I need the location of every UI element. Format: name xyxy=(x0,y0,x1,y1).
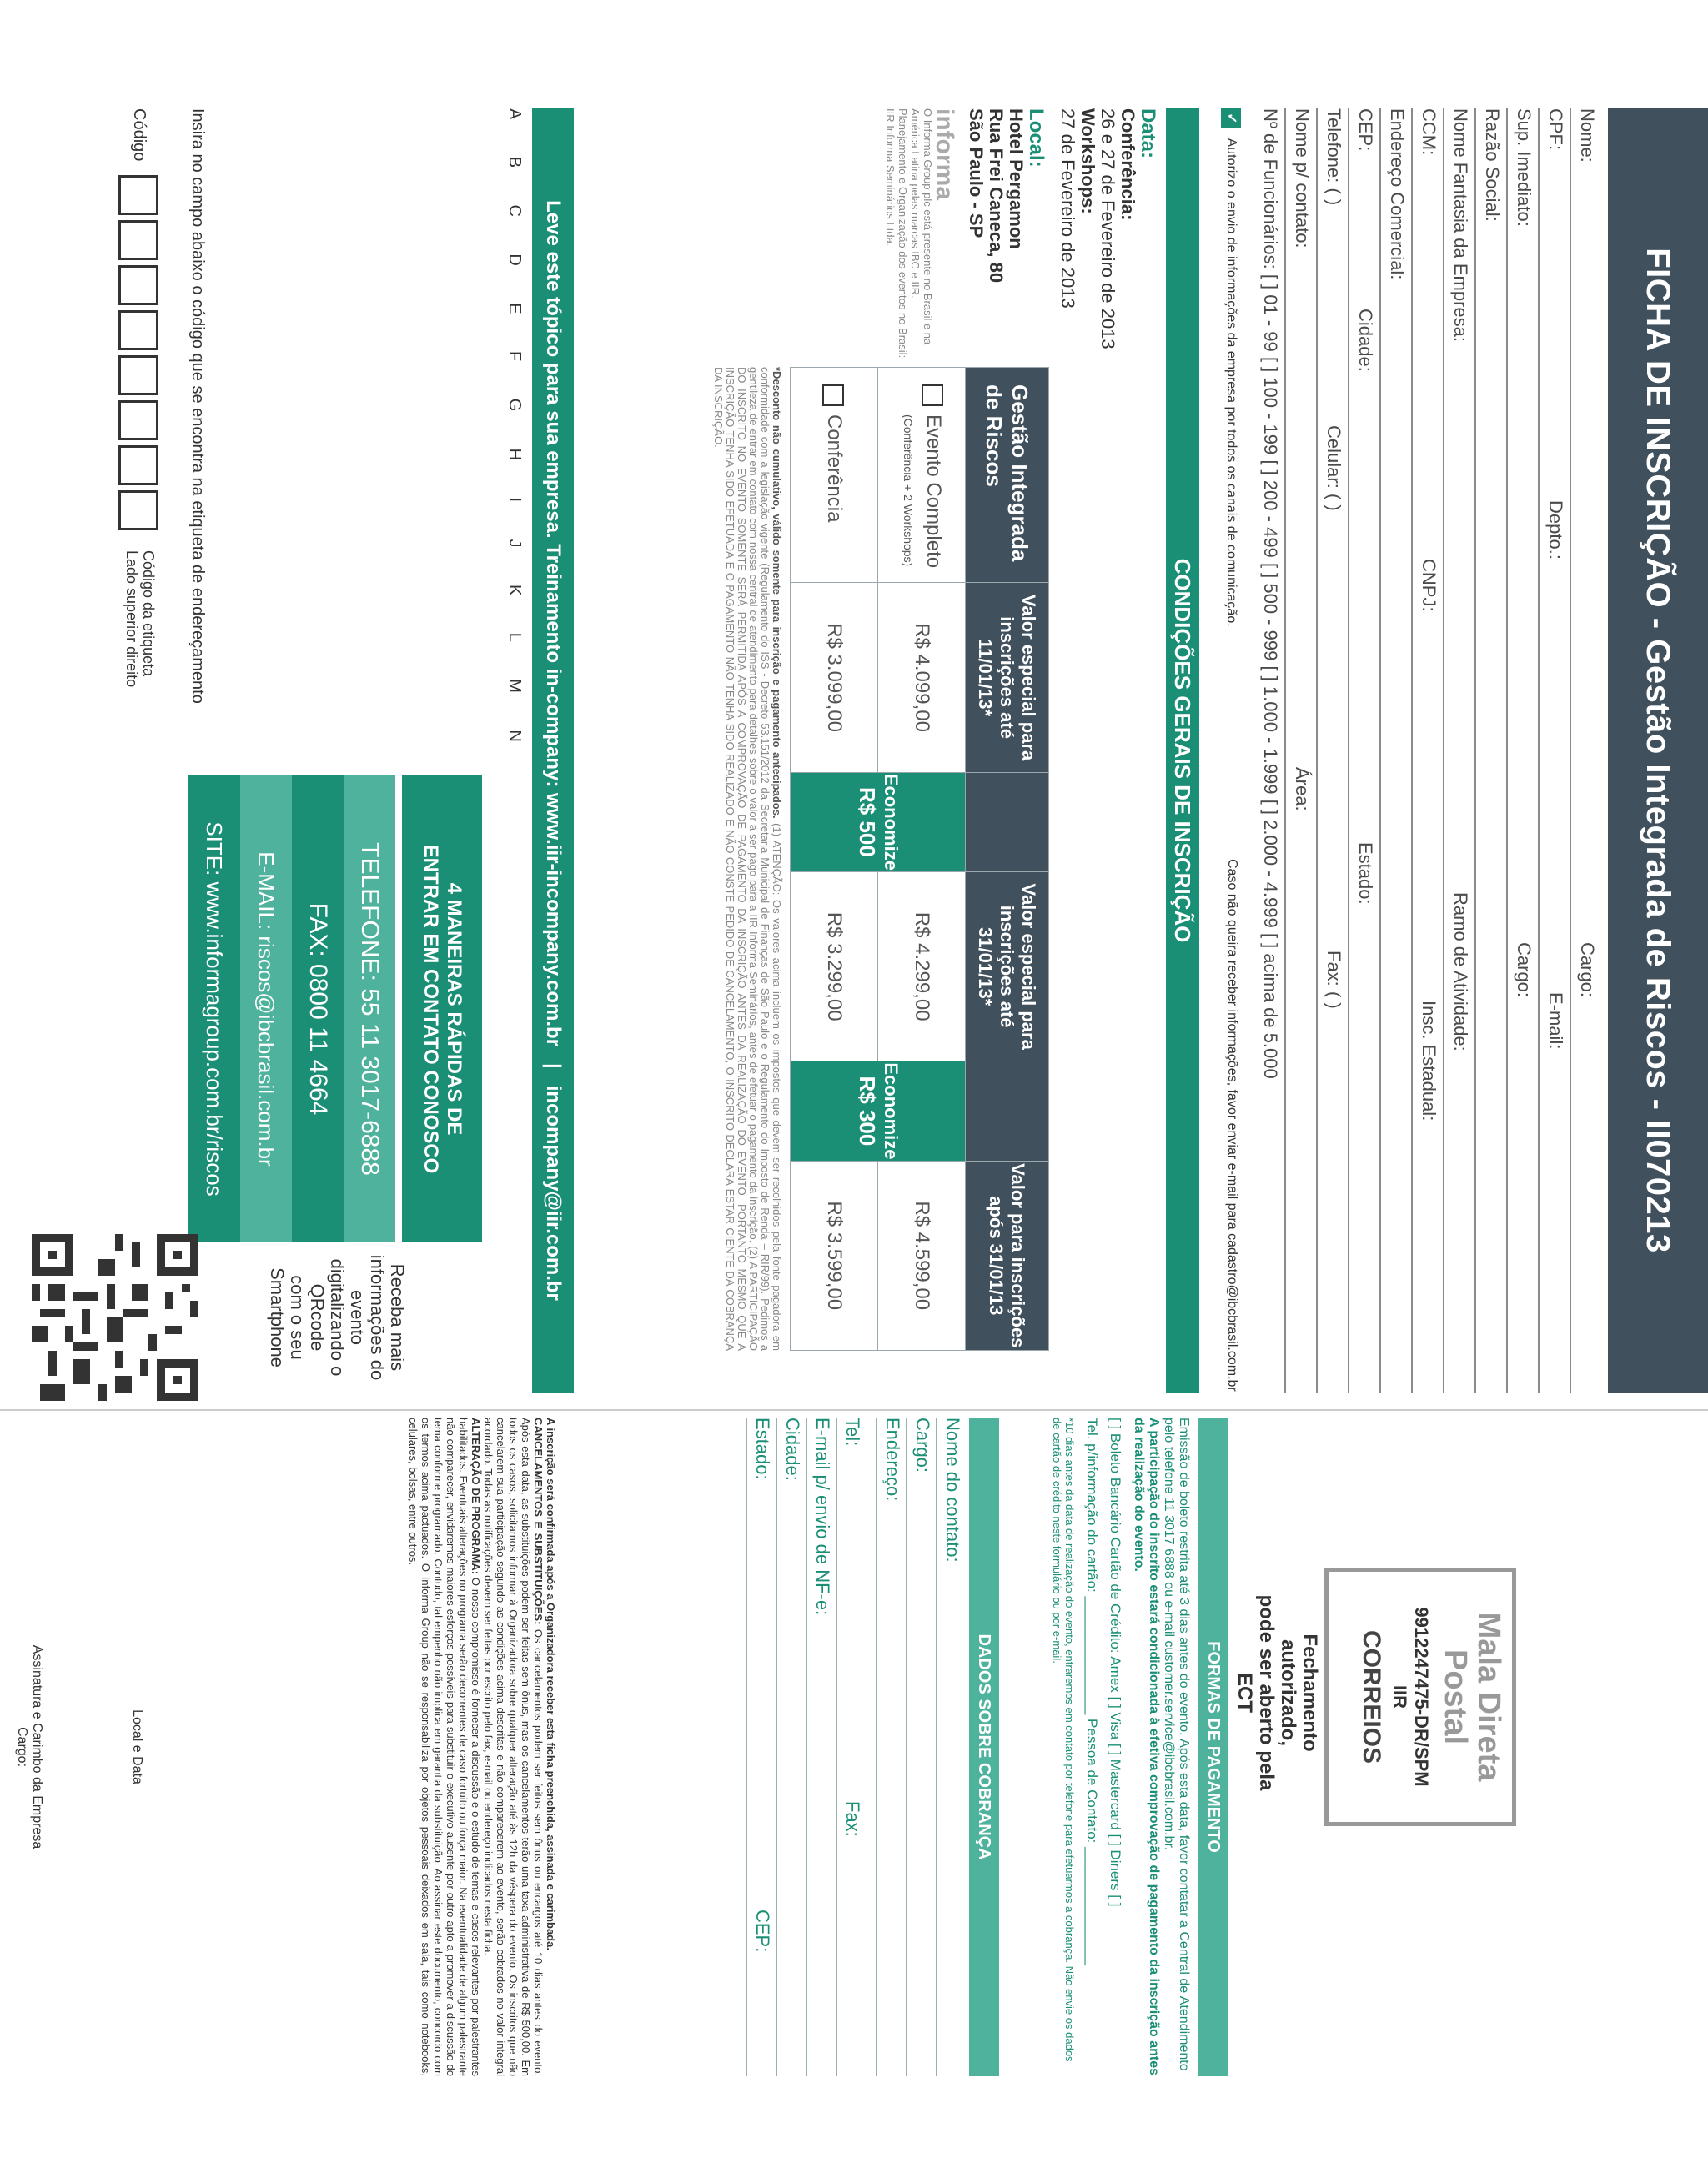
sup-label: Sup. Imediato: xyxy=(1514,108,1535,227)
billing-nome-label: Nome do contato: xyxy=(942,1418,963,1563)
billing-email-field[interactable] xyxy=(806,1418,836,2076)
row2-checkbox[interactable] xyxy=(822,384,844,406)
cargo2-label: Cargo: xyxy=(1514,942,1535,998)
payment-tel[interactable]: Tel. p/informação do cartão: _______________ Pessoa de Contato: _______________ xyxy=(1084,1418,1100,1965)
col1-header: Valor especial para inscrições até 11/01/13* xyxy=(966,583,1049,772)
col3-header: Valor para inscrições após 31/01/13 xyxy=(966,1161,1049,1350)
data-label: Data: xyxy=(1137,108,1159,159)
local-data-label: Local e Data xyxy=(130,1709,144,1784)
code-instruction: Insira no campo abaixo o código que se encontra na etiqueta de endereçamento xyxy=(188,108,207,704)
row2-label: Conferência xyxy=(823,414,846,523)
field-row-cep[interactable] xyxy=(1348,108,1379,1393)
contact-title-1: 4 MANEIRAS RÁPIDAS DE xyxy=(443,882,465,1136)
disclaimer-text: (1) ATENÇÃO: Os valores acima incluem os impostos que devem ser recolhidos pela fonte pagadora em conformidade com a legislação vigente (Regulamento do ISS - Decreto 53.151/2012 da Secretaria Municipal de Finanças de São Paulo e o Regulamento do Imposto de Renda – RIR/99). Pedimos a gentileza de entrar em contato com nossa central de atendimento para detalhes sobre o valor a ser pago para a IIR Informa Seminários, antes de efetuar o pagamento da inscrição. (2) A PARTICIPAÇÃO DO INSCRITO NO EVENTO SOMENTE SERÁ PERMITIDA APÓS A COMPROVAÇÃO DE PAGAMENTO DA INSCRIÇÃO ANTES DA REALIZAÇÃO DO EVENTO. PORTANTO MESMO QUE A INSCRIÇÃO TENHA SIDO EFETUADA E O PAGAMENTO NÃO TENHA SIDO REALIZADO E NÃO CONSTE PEDIDO DE CANCELAMENTO, O INSCRITO DECLARA ESTAR CIENTE DA COBRANÇA DA INSCRIÇÃO. xyxy=(712,367,783,1351)
code-box[interactable] xyxy=(118,175,158,215)
informa-logo: informa xyxy=(931,108,958,201)
payment-block xyxy=(1051,1418,1191,2076)
mail-note-2: pode ser aberto pela ECT xyxy=(1233,1594,1278,1791)
conditions-header: CONDIÇÕES GERAIS DE INSCRIÇÃO xyxy=(1166,108,1199,1393)
estado-label: Estado: xyxy=(1355,842,1376,905)
code-box[interactable] xyxy=(118,490,158,530)
ccm-label: CCM: xyxy=(1419,108,1439,156)
ws-label: Workshops: xyxy=(1078,108,1098,214)
row1-checkbox[interactable] xyxy=(922,384,943,406)
signature-label xyxy=(14,1418,44,2076)
letter-a: A xyxy=(505,108,524,120)
billing-header: DADOS SOBRE COBRANÇA xyxy=(969,1418,999,2076)
cargo-label: Cargo: xyxy=(1577,942,1598,998)
signature-text: Assinatura e Carimbo da Empresa xyxy=(30,1644,44,1849)
letter-j: J xyxy=(505,539,524,548)
save2-label: Economize xyxy=(881,1062,902,1160)
letters-row xyxy=(490,108,524,742)
mail-code: 9912247475-DR/SPM xyxy=(1411,1607,1432,1787)
mail-note-1: Fechamento autorizado, xyxy=(1277,1634,1321,1752)
celular-label: Celular: ( ) xyxy=(1324,425,1344,511)
code-label: Código xyxy=(130,108,148,162)
code-note-2: Lado superior direito xyxy=(123,550,140,688)
letter-f: F xyxy=(505,351,524,362)
event-info xyxy=(884,108,1158,359)
field-row-sup[interactable] xyxy=(1506,108,1538,1393)
area-label: Área: xyxy=(1292,767,1313,811)
payment-bold: A participação do inscrito estará condicionada à efetiva comprovação de pagamento da inscrição antes da realização do evento. xyxy=(1132,1418,1161,2075)
row1-price-2: R$ 4.299,00 xyxy=(878,871,966,1061)
row2-price-3: R$ 3.599,00 xyxy=(791,1161,878,1350)
field-row-razao[interactable] xyxy=(1474,108,1506,1393)
insc-label: Insc. Estadual: xyxy=(1419,1001,1439,1122)
billing-cidade-label: Cidade: xyxy=(782,1418,803,1481)
code-box[interactable] xyxy=(118,310,158,350)
signature-line[interactable] xyxy=(48,1418,90,2076)
billing-estado-field[interactable] xyxy=(746,1418,776,2076)
checkbox-checked-icon[interactable]: ✓ xyxy=(1221,108,1241,128)
conf-dates: 26 e 27 de Fevereiro de 2013 xyxy=(1098,108,1118,349)
depto-label: Depto.: xyxy=(1545,500,1566,560)
field-row-telefone[interactable] xyxy=(1316,108,1348,1393)
letter-g: G xyxy=(505,398,524,412)
ws-date: 27 de Fevereiro de 2013 xyxy=(1057,108,1078,309)
billing-tel-field[interactable] xyxy=(836,1418,866,2076)
billing-cep-label: CEP: xyxy=(752,1910,773,1953)
qr-caption xyxy=(267,1234,407,1401)
qr-line-2: informações do evento xyxy=(347,1254,388,1381)
code-box[interactable] xyxy=(118,355,158,395)
billing-tel-label: Tel: xyxy=(842,1418,863,1447)
terms-cancel-title: CANCELAMENTOS E SUBSTITUIÇÕES: xyxy=(532,1418,545,1625)
code-box[interactable] xyxy=(118,445,158,485)
endereco-label: Endereço Comercial: xyxy=(1387,108,1408,280)
authorize-row xyxy=(1216,108,1241,1393)
field-row-endereco[interactable] xyxy=(1379,108,1411,1393)
letter-m: M xyxy=(505,679,524,693)
payment-text: Emissão de boleto restrita até 3 dias antes do evento. Após esta data, favor contatar a Central de Atendimento pelo telefone 11 3017 6888 ou e-mail customer.service@ibcbrasil.com.br. xyxy=(1162,1418,1191,2071)
nome-label: Nome: xyxy=(1577,108,1598,163)
field-row-contato[interactable] xyxy=(1284,108,1316,1393)
row1-sub: (Conferência + 2 Workshops) xyxy=(902,414,915,567)
billing-cidade-field[interactable] xyxy=(776,1418,806,2076)
letter-l: L xyxy=(505,632,524,642)
qr-line-1: Receba mais xyxy=(387,1263,408,1372)
billing-nome-field[interactable] xyxy=(936,1418,966,2076)
contact-site[interactable]: SITE: www.informagroup.com.br/riscos xyxy=(188,775,240,1242)
nome-contato-label: Nome p/ contato: xyxy=(1292,108,1313,248)
qr-line-4: com o seu Smartphone xyxy=(267,1267,308,1368)
letter-e: E xyxy=(505,303,524,314)
letter-i: I xyxy=(505,497,524,503)
row1-price-1: R$ 4.099,00 xyxy=(878,583,966,772)
qr-line-3: digitalizando o QRcode xyxy=(307,1258,348,1377)
terms-change: O nosso compromisso é fornecer a discussão e o estudo de temas e casos relevantes por palestrantes habilitados. Eventuais alterações no programa serão decorrentes de caso fortuito ou força maior. Na eventualidade de algum palestrante não comparecer, envidaremos maiores esforços possíveis para substituir o executivo ausente por outro apto a promover a discussão do tema conforme programado. Contudo, tal empenho não implica em garantia da substituição. Ao assinar este documento, concordo com os termos acima pactuados. O Informa Group não se responsabiliza por objetos pessoais deixados em sala, tais como notebooks, celulares, bolsas, entre outros. xyxy=(407,1418,482,2076)
field-row-cpf[interactable] xyxy=(1538,108,1570,1393)
save2-cell xyxy=(791,1061,966,1161)
letter-d: D xyxy=(505,253,524,266)
mail-title-1: Mala Direta xyxy=(1471,1612,1506,1782)
fold-line xyxy=(0,1409,1708,1411)
letter-n: N xyxy=(505,730,524,742)
razao-label: Razão Social: xyxy=(1482,108,1503,222)
row2-price-2: R$ 3.299,00 xyxy=(791,871,878,1061)
correios-logo: CORREIOS xyxy=(1358,1629,1385,1764)
code-input[interactable] xyxy=(114,175,158,535)
qr-code-icon[interactable] xyxy=(32,1234,198,1401)
billing-cargo-label: Cargo: xyxy=(912,1418,933,1473)
row2-label-cell[interactable] xyxy=(791,368,878,583)
payment-note: *10 dias antes da data de realização do evento, entraremos em contato por telefone para efetuarmos a cobrança. Não envie os dados de cartão de crédito neste formulário ou por e-mail. xyxy=(1051,1418,1076,2062)
field-row-ccm[interactable] xyxy=(1411,108,1443,1393)
billing-fax-label: Fax: xyxy=(842,1801,863,1837)
local-line-3: São Paulo - SP xyxy=(966,108,987,238)
mail-company: IIR xyxy=(1389,1684,1410,1709)
letter-c: C xyxy=(505,204,524,217)
code-note-1: Código da etiqueta xyxy=(140,550,157,677)
billing-endereco-label: Endereço: xyxy=(882,1418,903,1502)
funcionarios-label: Nº de Funcionários: [ ] 01 - 99 [ ] 100 - 199 [ ] 200 - 499 [ ] 500 - 999 [ ] 1.000 - 1.999 [ ] 2.000 - 4.999 [ ] acima de 5.000 xyxy=(1260,108,1281,1079)
telefone-label: Telefone: ( ) xyxy=(1324,108,1344,206)
billing-endereco-field[interactable] xyxy=(876,1418,906,2076)
letter-b: B xyxy=(505,156,524,168)
contact-header xyxy=(402,775,482,1242)
row1-label: Evento Completo xyxy=(922,414,945,569)
row2-price-1: R$ 3.099,00 xyxy=(791,583,878,772)
mail-title-2: Postal xyxy=(1438,1649,1473,1745)
form-title: FICHA DE INSCRIÇÃO - Gestão Integrada de Riscos - II070213 xyxy=(1608,108,1708,1393)
local-label: Local: xyxy=(1025,108,1047,168)
local-data-line[interactable] xyxy=(148,1418,207,2076)
fantasia-label: Nome Fantasia da Empresa: xyxy=(1450,108,1471,343)
authorize-text: Autorizo o envio de informações da empresa por todos os canais de comunicação. xyxy=(1224,138,1238,627)
contact-fax[interactable]: FAX: 0800 11 4664 xyxy=(292,775,344,1242)
price-table xyxy=(790,367,1049,1351)
terms-intro: A inscrição será confirmada após a Organizadora receber esta ficha preenchida, assinada e carimbada. xyxy=(545,1418,557,1950)
col-spacer-2 xyxy=(966,1061,1049,1161)
email-label: E-mail: xyxy=(1545,992,1566,1050)
col-spacer-1 xyxy=(966,772,1049,871)
billing-email-label: E-mail p/ envio de NF-e: xyxy=(812,1418,833,1616)
cep-label: CEP: xyxy=(1355,108,1376,152)
cnpj-label: CNPJ: xyxy=(1419,559,1439,612)
letter-k: K xyxy=(505,584,524,596)
terms-change-title: ALTERAÇÃO DE PROGRAMA: xyxy=(470,1418,482,1575)
payment-options[interactable]: [ ] Boleto Bancário Cartão de Crédito: Amex [ ] Visa [ ] Mastercard [ ] Diners [ ] xyxy=(1108,1418,1123,1907)
save1-cell xyxy=(791,772,966,871)
cpf-label: CPF: xyxy=(1545,108,1566,151)
save1-value: R$ 500 xyxy=(855,786,880,857)
field-row-fantasia[interactable] xyxy=(1443,108,1474,1393)
incompany-banner: Leve este tópico para sua empresa. Treinamento in-company: www.iir-incompany.com.br | incompany@iir.com.br xyxy=(532,108,574,1393)
col2-header: Valor especial para inscrições até 31/01/13* xyxy=(966,871,1049,1061)
row1-price-3: R$ 4.599,00 xyxy=(878,1161,966,1350)
cidade-label: Cidade: xyxy=(1355,309,1376,372)
code-note xyxy=(123,550,157,687)
terms-block xyxy=(407,1418,557,2076)
contact-phone[interactable]: TELEFONE: 55 11 3017-6888 xyxy=(344,775,395,1242)
conf-label: Conferência: xyxy=(1118,108,1138,221)
contact-email[interactable]: E-MAIL: riscos@ibcbrasil.com.br xyxy=(240,775,292,1242)
local-line-2: Rua Frei Caneca, 80 xyxy=(986,108,1007,284)
letter-h: H xyxy=(505,448,524,461)
product-name: Gestão Integrada de Riscos xyxy=(966,368,1049,583)
save2-value: R$ 300 xyxy=(855,1076,880,1147)
fax-label: Fax: ( ) xyxy=(1324,951,1344,1009)
field-row-funcionarios[interactable] xyxy=(1254,108,1284,1393)
contact-title-2: ENTRAR EM CONTATO CONOSCO xyxy=(419,844,442,1174)
mail-note xyxy=(1233,1584,1320,1801)
billing-estado-label: Estado: xyxy=(752,1418,773,1480)
disclaimer-bold: *Desconto não cumulativo, válido somente para inscrição e pagamento antecipados. xyxy=(771,367,783,819)
save1-label: Economize xyxy=(881,773,902,871)
authorize-note: Caso não queira receber informações, favor enviar e-mail para cadastro@ibcbrasil.com.br xyxy=(1225,859,1239,1392)
billing-cargo-field[interactable] xyxy=(906,1418,936,2076)
terms-cancel: Os cancelamentos podem ser feitos sem ônus ou encargos até 10 dias antes do evento. Após esta data, as substituições podem ser feitas sem ônus, mas os cancelamentos terão uma taxa administrativa de R$ 500,00. Em todos os casos, solicitamos informar à Organizadora sobre qualquer alteração até às 12h da véspera do evento. Os inscritos que não cancelarem sua participação segundo as condições acima descritas e não comparecerem ao evento, serão cobrados no valor integral acordado. Todas as notificações devem ser feitas por escrito pelo fax, e-mail ou endereço indicados nesta ficha. xyxy=(482,1418,545,2076)
field-row-nome[interactable] xyxy=(1570,108,1601,1393)
ramo-label: Ramo de Atividade: xyxy=(1450,892,1471,1051)
informa-text: O Informa Group plc está presente no Brasil e na América Latina pelas marcas IBC e IIR. Planejamento e Organização dos eventos no Brasil: IIR Informa Seminários Ltda. xyxy=(884,108,934,359)
local-line-1: Hotel Pergamon xyxy=(1006,108,1027,249)
code-box[interactable] xyxy=(118,400,158,440)
payment-header: FORMAS DE PAGAMENTO xyxy=(1198,1418,1228,2076)
code-box[interactable] xyxy=(118,265,158,305)
mail-stamp xyxy=(1324,1568,1516,1826)
row1-label-cell[interactable] xyxy=(878,368,966,583)
code-box[interactable] xyxy=(118,220,158,260)
disclaimer xyxy=(712,367,782,1351)
signature-cargo: Cargo: xyxy=(15,1726,29,1768)
